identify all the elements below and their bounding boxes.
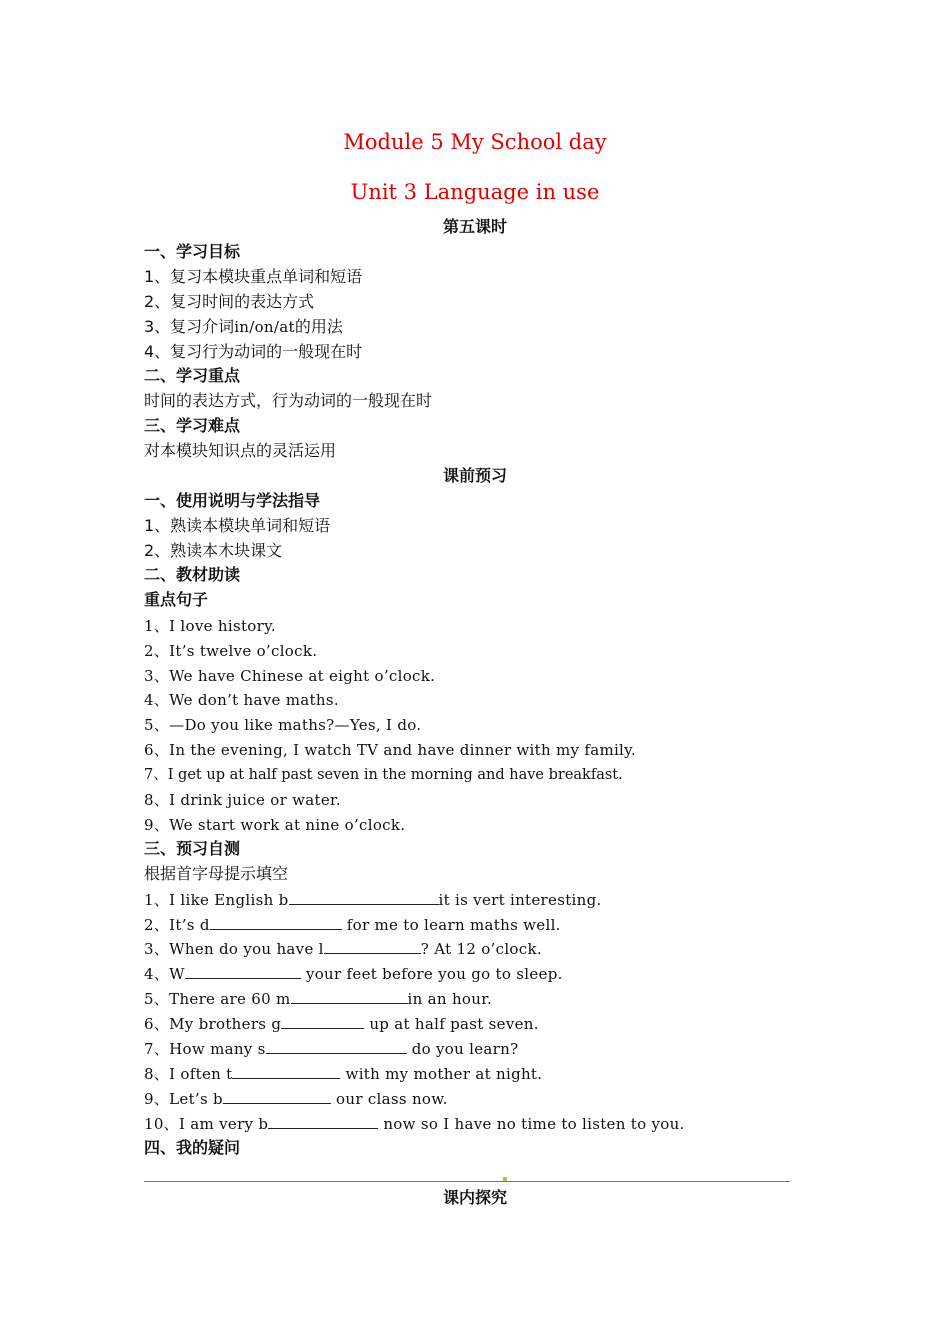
fill-item-prompt: 9、Let’s b — [144, 1090, 223, 1108]
objective-item: 2、复习时间的表达方式 — [144, 292, 315, 311]
objective-item-end: 的用法 — [294, 317, 343, 336]
questions-heading: 四、我的疑问 — [144, 1138, 241, 1157]
fill-item-rest: your feet before you go to sleep. — [300, 965, 563, 983]
fill-item — [144, 1088, 448, 1110]
fill-blank[interactable] — [210, 914, 342, 930]
objective-item-start: 3、复习介词 — [144, 317, 235, 336]
focus-heading: 二、学习重点 — [144, 366, 241, 385]
fill-item — [144, 889, 602, 911]
fill-blank[interactable] — [223, 1088, 331, 1104]
fill-item — [144, 1038, 518, 1060]
key-sentence: 2、It’s twelve o’clock. — [144, 642, 318, 660]
module-title: Module 5 My School day — [343, 130, 607, 154]
objective-item: 1、复习本模块重点单词和短语 — [144, 267, 363, 286]
fill-item-prompt: 5、There are 60 m — [144, 990, 291, 1008]
fill-item-prompt: 3、When do you have l — [144, 940, 324, 958]
fill-item-rest: for me to learn maths well. — [341, 916, 561, 934]
fill-blank[interactable] — [324, 938, 421, 954]
focus-text: 时间的表达方式，行为动词的一般现在时 — [144, 391, 433, 410]
fill-item — [144, 938, 542, 960]
fill-item-prompt: 2、It’s d — [144, 916, 210, 934]
fill-item-rest: in an hour. — [407, 990, 493, 1008]
preview-heading: 课前预习 — [442, 466, 507, 485]
key-sentence: 8、I drink juice or water. — [144, 791, 341, 809]
fill-item — [144, 988, 492, 1010]
key-sentence: 1、I love history. — [144, 617, 276, 635]
fill-item-prompt: 6、My brothers g — [144, 1015, 282, 1033]
fill-item-rest: now so I have no time to listen to you. — [378, 1115, 685, 1133]
objectives-heading: 一、学习目标 — [144, 242, 241, 261]
selftest-heading: 三、预习自测 — [144, 839, 241, 858]
fill-blank[interactable] — [268, 1113, 378, 1129]
key-sentence: 4、We don’t have maths. — [144, 691, 339, 709]
fill-item-rest: up at half past seven. — [364, 1015, 539, 1033]
fill-item — [144, 1013, 539, 1035]
key-sentence: 3、We have Chinese at eight o’clock. — [144, 667, 436, 685]
key-sentence: 7、I get up at half past seven in the morning and have breakfast. — [144, 767, 623, 783]
usage-item: 2、熟读本木块课文 — [144, 541, 283, 560]
fill-item-prompt: 1、I like English b — [144, 891, 289, 909]
key-sentence: 9、We start work at nine o’clock. — [144, 816, 406, 834]
fill-item — [144, 1063, 542, 1085]
fill-item-prompt: 8、I often t — [144, 1065, 233, 1083]
difficulty-text: 对本模块知识点的灵活运用 — [144, 441, 337, 460]
fill-item-rest: do you learn? — [406, 1040, 519, 1058]
selftest-instruction: 根据首字母提示填空 — [144, 864, 289, 883]
unit-subtitle: Unit 3 Language in use — [350, 180, 600, 204]
fill-item-rest: ? At 12 o’clock. — [420, 940, 542, 958]
fill-item-rest: with my mother at night. — [340, 1065, 543, 1083]
inclass-heading: 课内探究 — [442, 1188, 507, 1207]
fill-blank[interactable] — [289, 889, 439, 905]
line-marker — [503, 1177, 507, 1181]
usage-item: 1、熟读本模块单词和短语 — [144, 516, 331, 535]
objective-item: 4、复习行为动词的一般现在时 — [144, 342, 363, 361]
fill-item — [144, 914, 561, 936]
fill-item-prompt: 10、I am very b — [144, 1115, 269, 1133]
key-sentence: 5、—Do you like maths?—Yes, I do. — [144, 716, 422, 734]
lesson-label: 第五课时 — [442, 217, 507, 236]
fill-item — [144, 963, 563, 985]
fill-blank[interactable] — [281, 1013, 364, 1029]
answer-line — [144, 1181, 790, 1182]
fill-item-rest: it is vert interesting. — [438, 891, 602, 909]
objective-item — [144, 316, 343, 338]
key-sentences-heading: 重点句子 — [144, 590, 209, 609]
fill-item-prompt: 7、How many s — [144, 1040, 266, 1058]
fill-blank[interactable] — [291, 988, 408, 1004]
fill-item — [144, 1113, 685, 1135]
fill-blank[interactable] — [185, 963, 301, 979]
fill-item-rest: our class now. — [330, 1090, 448, 1108]
fill-blank[interactable] — [266, 1038, 407, 1054]
difficulty-heading: 三、学习难点 — [144, 416, 241, 435]
usage-heading: 一、使用说明与学法指导 — [144, 491, 321, 510]
fill-item-prompt: 4、W — [144, 965, 185, 983]
textbook-heading: 二、教材助读 — [144, 565, 241, 584]
objective-item-prepositions: in/on/at — [234, 318, 295, 336]
fill-blank[interactable] — [232, 1063, 340, 1079]
key-sentence: 6、In the evening, I watch TV and have dinner with my family. — [144, 741, 637, 759]
